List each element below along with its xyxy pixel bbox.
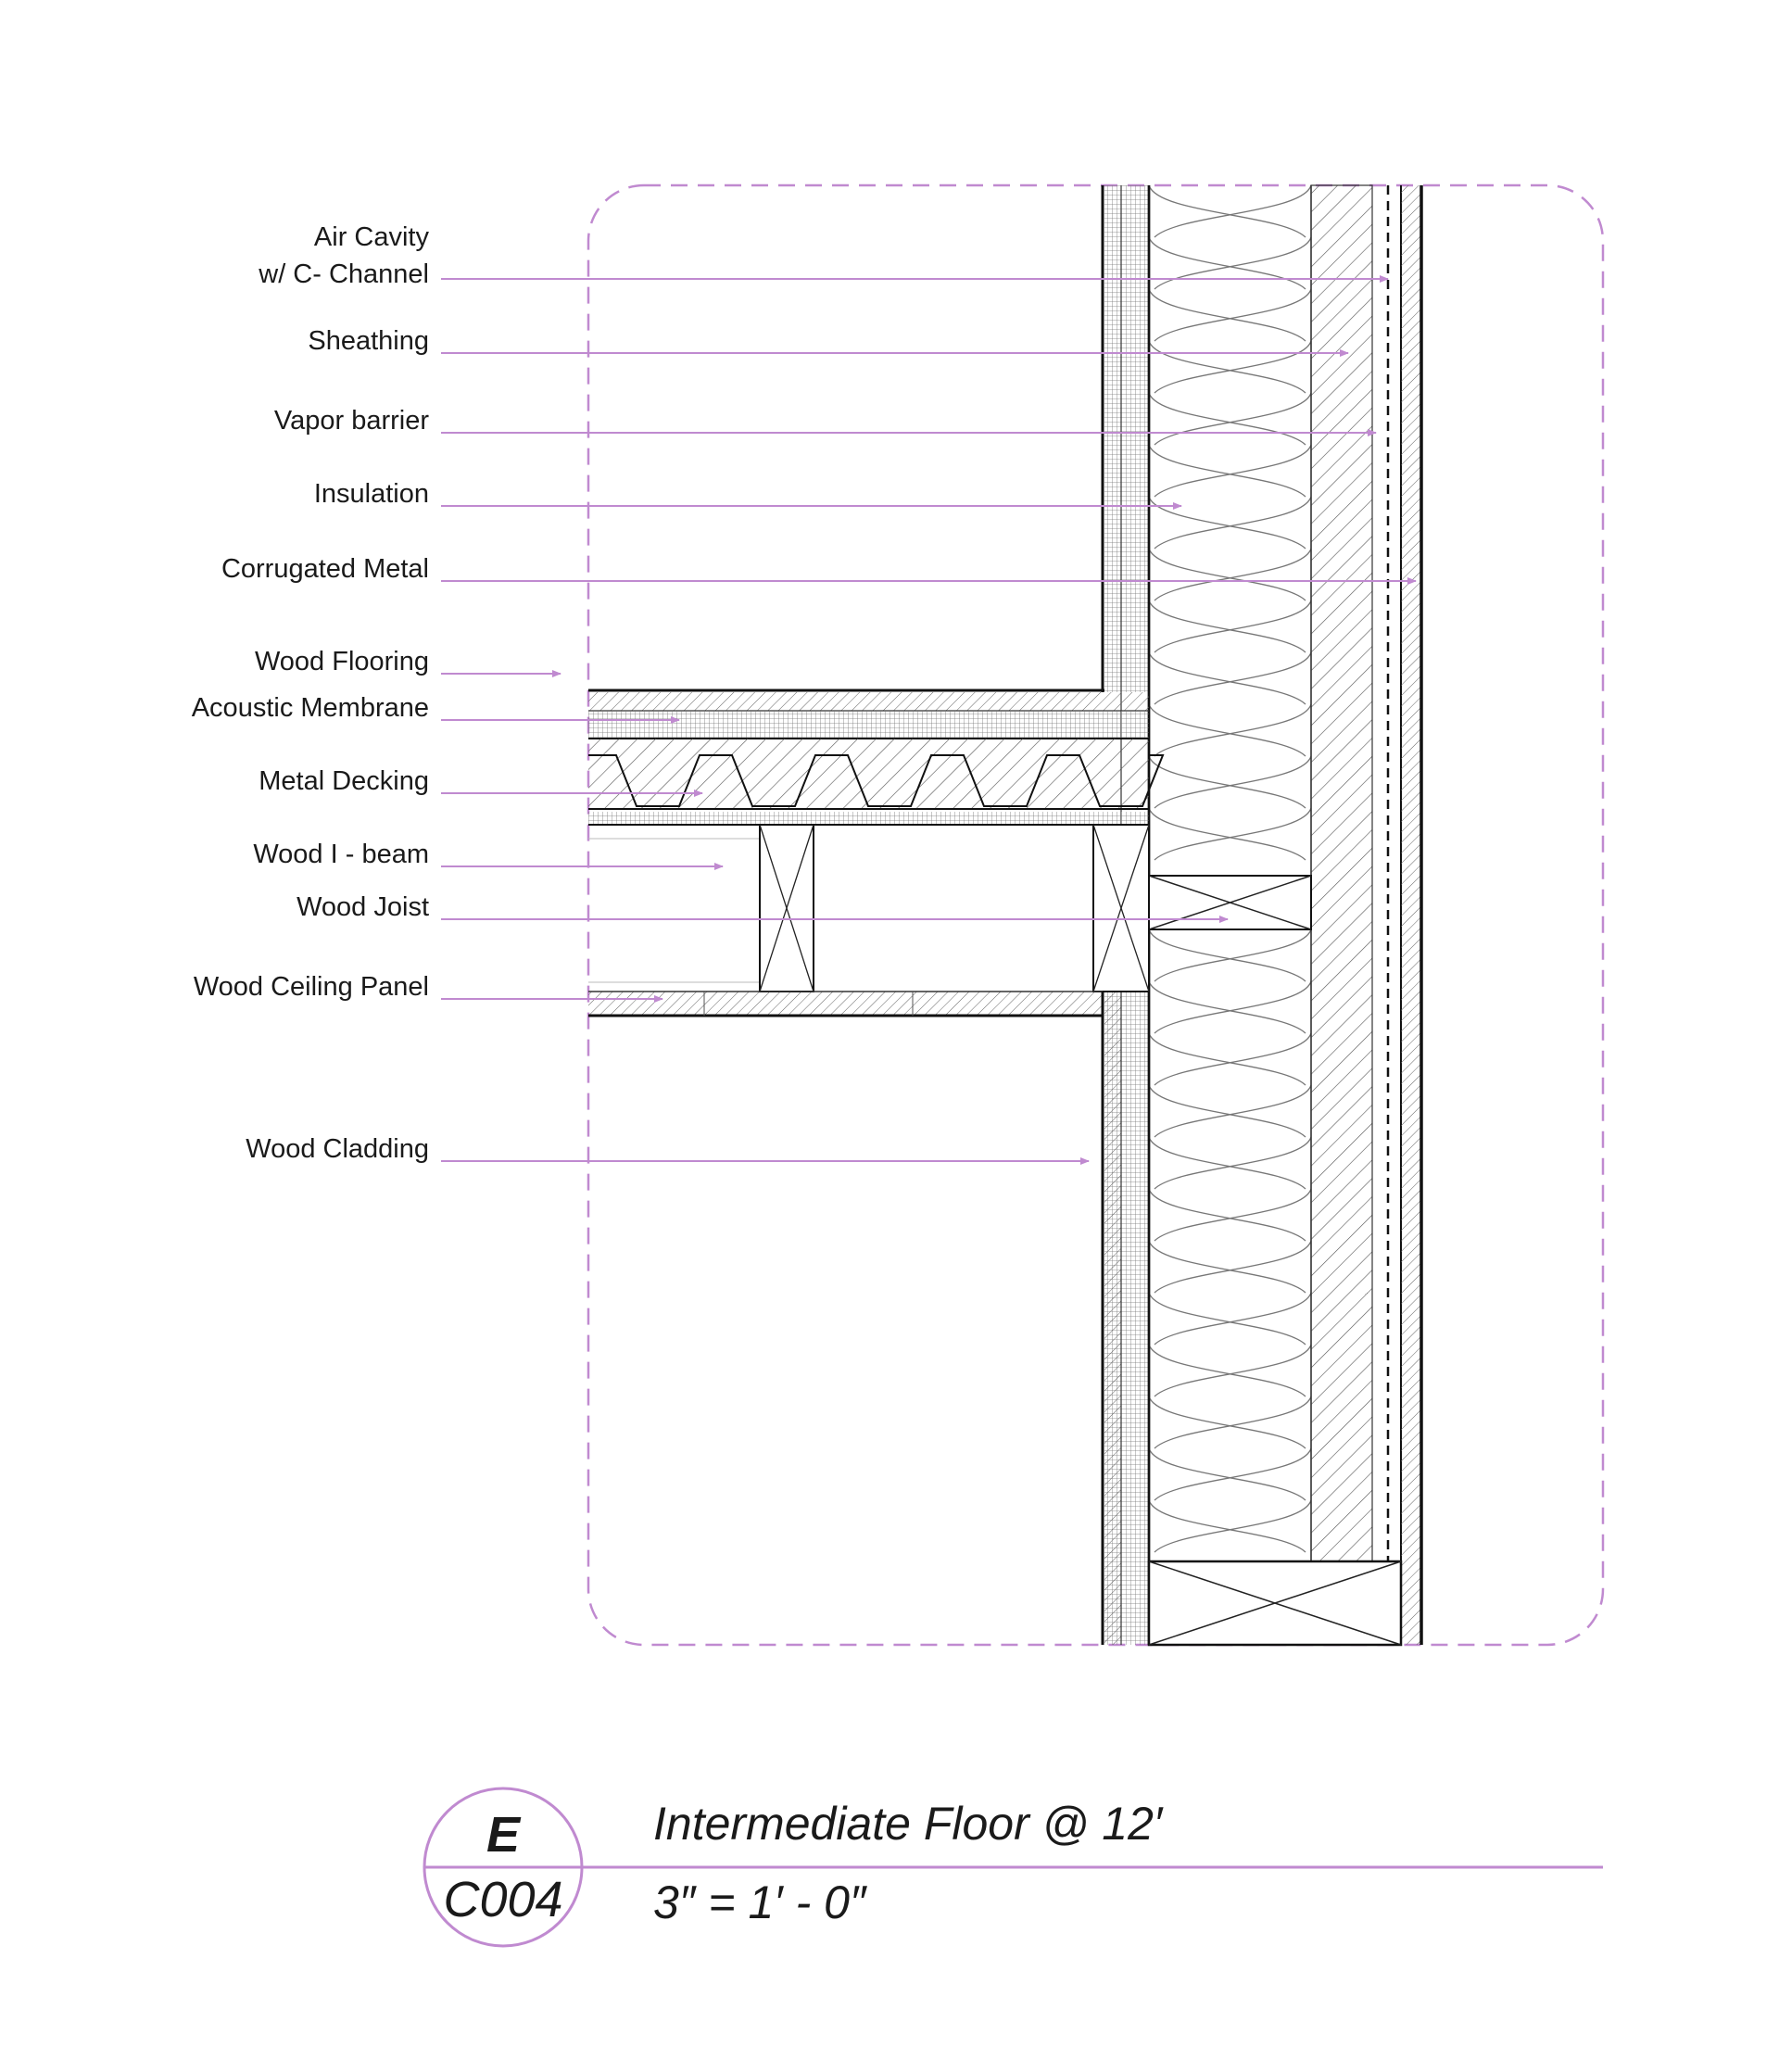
wall-assembly	[1103, 185, 1421, 1645]
detail-letter: E	[486, 1807, 521, 1863]
insulation-batt	[1149, 185, 1311, 1552]
sheathing-layer	[1311, 185, 1372, 1561]
insulation-loop-pattern	[1149, 185, 1311, 860]
label-air-cavity-line-1: Air Cavity	[313, 222, 429, 252]
label-acoustic-membrane: Acoustic Membrane	[191, 693, 429, 723]
detail-title: Intermediate Floor @ 12′	[653, 1798, 1163, 1850]
acoustic-membrane-layer	[588, 711, 1149, 739]
label-wood-ceiling-panel: Wood Ceiling Panel	[193, 972, 429, 1002]
cladding-strip-lower	[1104, 992, 1121, 1645]
wood-cladding-layer	[1104, 185, 1121, 692]
subfloor-band	[588, 812, 1149, 825]
detail-scale: 3″ = 1′ - 0″	[653, 1876, 866, 1928]
label-wood-flooring: Wood Flooring	[254, 647, 429, 676]
label-metal-decking: Metal Decking	[259, 766, 429, 796]
label-wood-joist: Wood Joist	[296, 892, 429, 922]
wood-flooring-layer	[588, 692, 1149, 711]
title-block	[424, 1788, 1603, 1946]
label-air-cavity-line-2: w/ C- Channel	[259, 259, 429, 289]
insulation-loop-pattern	[1149, 929, 1311, 1552]
label-corrugated-metal: Corrugated Metal	[221, 554, 429, 584]
interior-finish-upper	[1121, 185, 1149, 692]
interior-finish-lower	[1121, 992, 1149, 1645]
label-insulation: Insulation	[313, 479, 429, 509]
wood-ceiling-panel-layer	[588, 992, 1103, 1016]
corrugated-metal-layer	[1401, 185, 1421, 1645]
sheet-number: C004	[443, 1872, 563, 1927]
concrete-fill	[588, 739, 1149, 809]
label-sheathing: Sheathing	[308, 326, 429, 356]
label-wood-i-beam: Wood I - beam	[253, 840, 429, 869]
floor-assembly	[588, 690, 1163, 1016]
label-vapor-barrier: Vapor barrier	[273, 406, 429, 436]
label-wood-cladding: Wood Cladding	[246, 1134, 429, 1164]
